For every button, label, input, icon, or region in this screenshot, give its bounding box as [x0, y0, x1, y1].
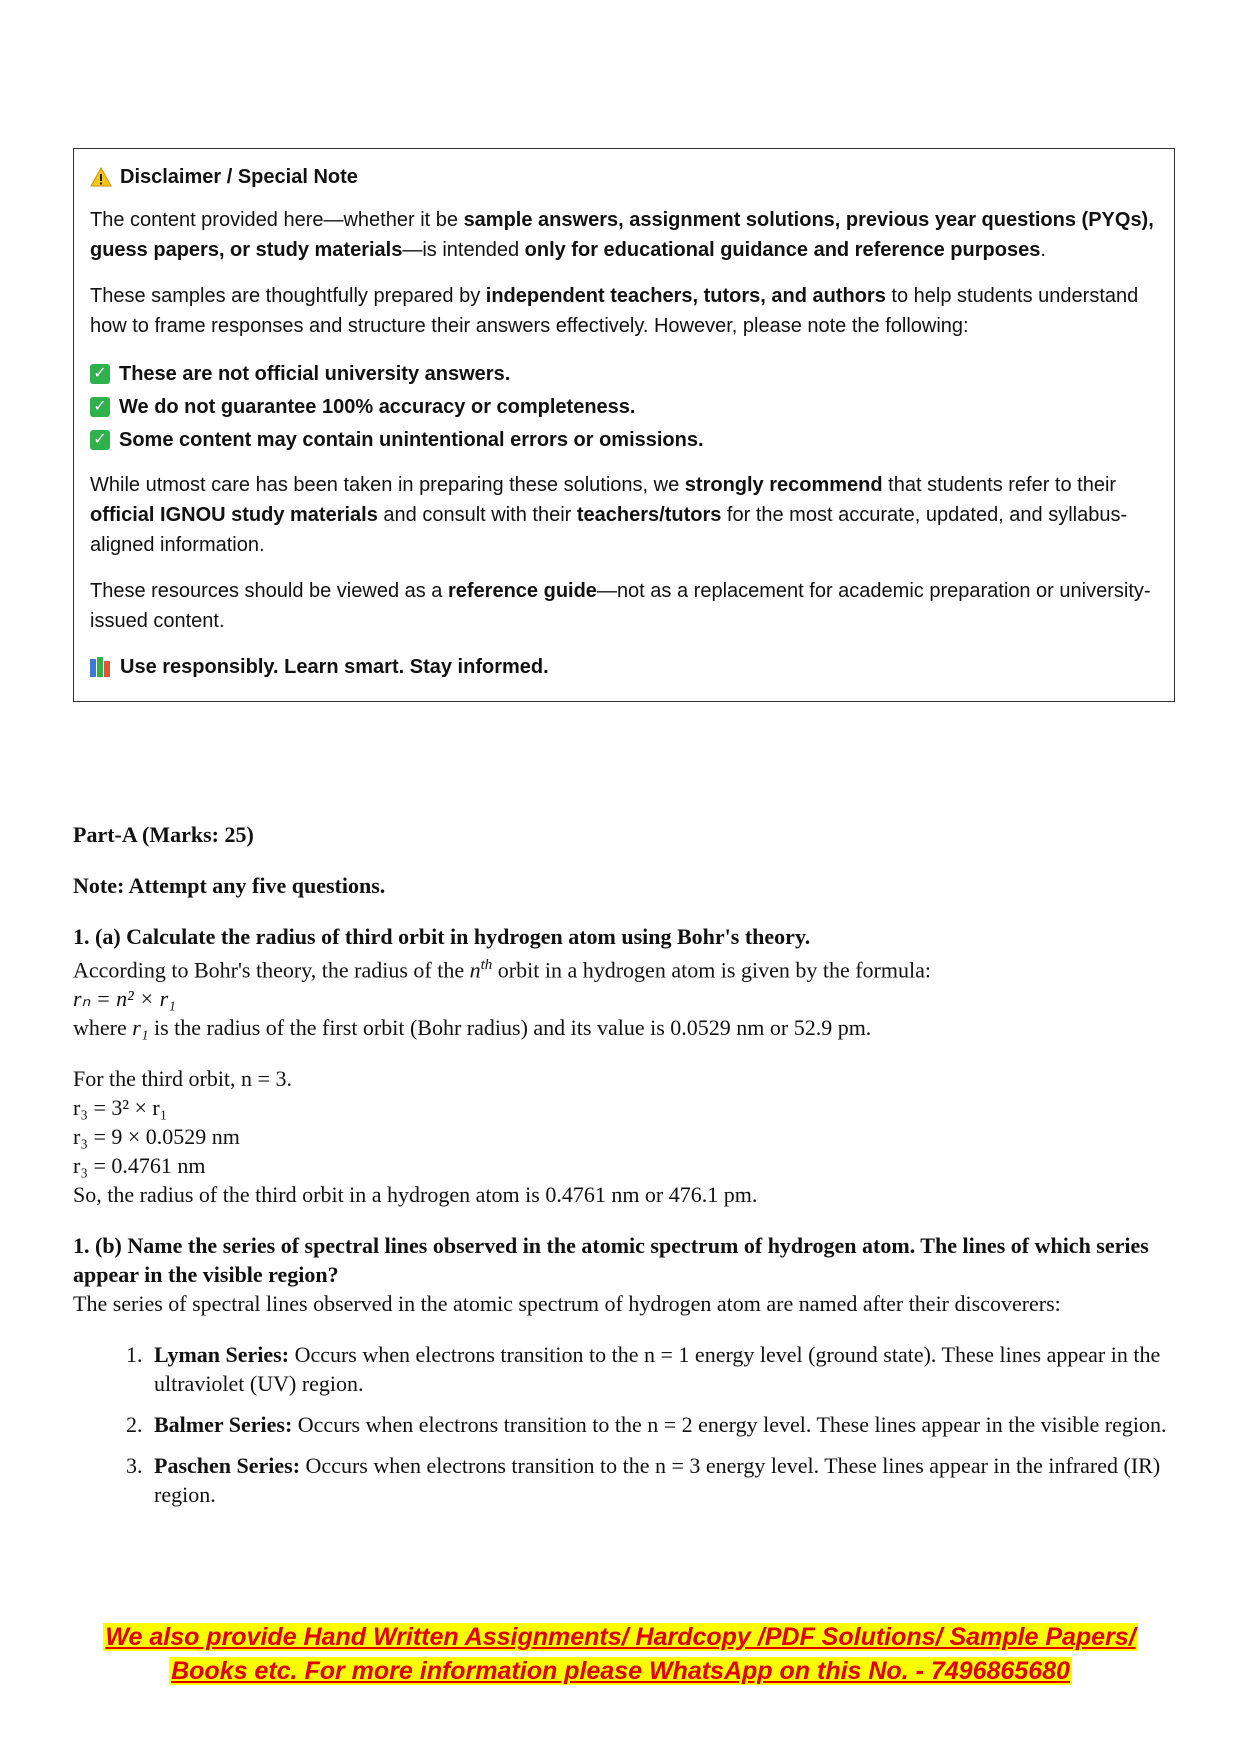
note-heading: Note: Attempt any five questions. [73, 873, 386, 898]
text-run: to help students understand how to frame responses and structure their answers effectively. However, please note the following: [90, 285, 1139, 337]
check-mark-icon: ✓ [90, 364, 110, 384]
text-run: These resources should be viewed as a [90, 580, 448, 602]
text-run: . [1040, 239, 1046, 261]
question-1a-heading: 1. (a) Calculate the radius of third orbit in hydrogen atom using Bohr's theory. [73, 924, 811, 949]
disclaimer-box [73, 148, 1175, 702]
disclaimer-title-text: Disclaimer / Special Note [120, 166, 358, 188]
series-name: Lyman Series: [154, 1342, 290, 1368]
text-run: While utmost care has been taken in preparing these solutions, we [90, 474, 685, 496]
text-run: These samples are thoughtfully prepared by [90, 285, 486, 307]
answer-content [73, 820, 1183, 1521]
check-mark-icon: ✓ [90, 397, 110, 417]
math-superscript: th [480, 957, 493, 973]
text-run: for the most accurate, updated, and syllabus-aligned information. [90, 504, 1128, 556]
question-1a-where [73, 1013, 1183, 1042]
third-orbit-line: For the third orbit, n = 3. [73, 1066, 292, 1092]
question-1a-intro [73, 951, 1183, 984]
text-run: According to Bohr's theory, the radius of the [73, 957, 470, 983]
calculation-step-1: r₃ = 3² × r₁ [73, 1095, 168, 1121]
series-description: Occurs when electrons transition to the n = 3 energy level. These lines appear in the infrared (IR) region. [154, 1453, 1161, 1508]
bold-run: reference guide [447, 580, 597, 602]
text-run: is the radius of the first orbit (Bohr radius) and its value is 0.0529 nm or 52.9 pm. [148, 1015, 872, 1041]
text-run: The content provided here—whether it be [90, 209, 464, 231]
bold-run: official IGNOU study materials [90, 504, 378, 526]
bold-run: teachers/tutors [576, 504, 722, 526]
spectral-series-list [73, 1340, 1183, 1509]
series-description: Occurs when electrons transition to the n = 2 energy level. These lines appear in the visible region. [292, 1412, 1167, 1438]
calculation-step-2: r₃ = 9 × 0.0529 nm [73, 1124, 240, 1150]
question-1b-intro: The series of spectral lines observed in the atomic spectrum of hydrogen atom are named after their discoverers: [73, 1291, 1061, 1317]
series-name: Balmer Series: [154, 1412, 293, 1438]
list-item [148, 1410, 1183, 1439]
promo-banner [0, 1620, 1241, 1688]
checklist-item [90, 357, 1158, 390]
text-run: —not as a replacement for academic preparation or university-issued content. [90, 580, 1151, 632]
question-1b-heading: 1. (b) Name the series of spectral lines observed in the atomic spectrum of hydrogen atom. The lines of which series appear in the visible region? [73, 1233, 1149, 1288]
bold-run: strongly recommend [684, 474, 883, 496]
calculation-step-3: r₃ = 0.4761 nm [73, 1153, 206, 1179]
books-icon [90, 657, 112, 677]
checklist-item [90, 390, 1158, 423]
bold-run: only for educational guidance and reference purposes [524, 239, 1041, 261]
promo-line-1: We also provide Hand Written Assignments/ Hardcopy /PDF Solutions/ Sample Papers/ [105, 1623, 1136, 1651]
checklist-item-text: Some content may contain unintentional errors or omissions. [119, 428, 704, 451]
bold-run: independent teachers, tutors, and authors [485, 285, 886, 307]
list-item [148, 1451, 1183, 1509]
text-run: and consult with their [377, 504, 577, 526]
checklist-item [90, 423, 1158, 456]
list-item [148, 1340, 1183, 1398]
part-heading: Part-A (Marks: 25) [73, 822, 254, 847]
series-name: Paschen Series: [154, 1453, 301, 1479]
bold-run: sample answers, assignment solutions, previous year questions (PYQs), guess papers, or study materials [90, 209, 1154, 261]
text-run: where [73, 1015, 133, 1041]
checklist-item-text: We do not guarantee 100% accuracy or completeness. [119, 395, 636, 418]
promo-line-2: Books etc. For more information please WhatsApp on this No. - 7496865680 [171, 1657, 1070, 1685]
checklist [90, 357, 1158, 456]
question-1a-conclusion: So, the radius of the third orbit in a hydrogen atom is 0.4761 nm or 476.1 pm. [73, 1182, 758, 1208]
check-mark-icon: ✓ [90, 430, 110, 450]
disclaimer-paragraph-4 [90, 576, 1158, 636]
text-run: —is intended [402, 239, 525, 261]
disclaimer-closing [90, 652, 1158, 682]
series-description: Occurs when electrons transition to the n = 1 energy level (ground state). These lines appear in the ultraviolet (UV) region. [154, 1342, 1161, 1397]
math-var: n [469, 957, 481, 983]
warning-icon [90, 167, 112, 187]
math-var: r₁ [132, 1015, 149, 1041]
disclaimer-paragraph-3 [90, 470, 1158, 560]
text-run: that students refer to their [882, 474, 1117, 496]
disclaimer-title [90, 163, 1158, 191]
bohr-radius-formula: rₙ = n² × r₁ [73, 986, 176, 1012]
disclaimer-paragraph-1 [90, 205, 1158, 265]
disclaimer-paragraph-2 [90, 281, 1158, 341]
closing-text: Use responsibly. Learn smart. Stay informed. [120, 656, 549, 678]
text-run: orbit in a hydrogen atom is given by the formula: [492, 957, 931, 983]
checklist-item-text: These are not official university answers. [119, 362, 511, 385]
